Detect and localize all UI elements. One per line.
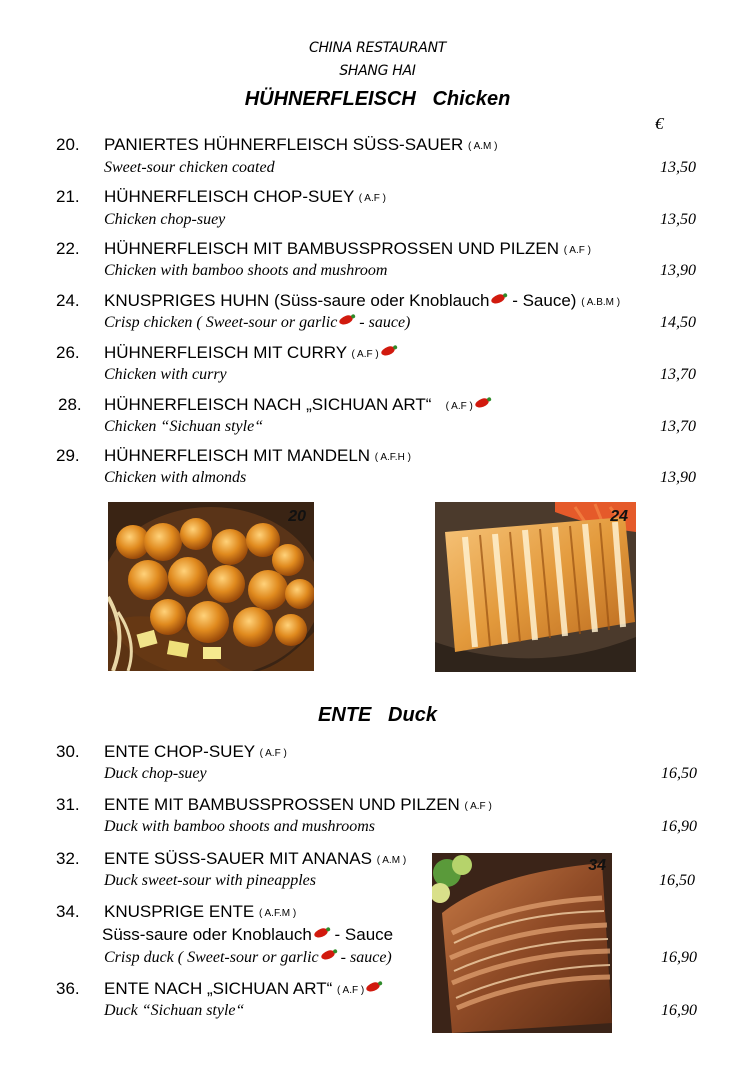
item-name-de — [104, 902, 296, 922]
chili-icon — [338, 314, 354, 326]
item-number: 34. — [56, 902, 80, 921]
restaurant-name: CHINA RESTAURANT — [308, 40, 446, 56]
item-name-de — [104, 849, 406, 869]
item-price: 14,50 — [660, 314, 696, 331]
item-price: 13,70 — [660, 418, 696, 435]
allergen-code: ( A.M ) — [468, 141, 498, 152]
allergen-code: ( A.F ) — [445, 401, 473, 412]
photo-number-badge: 24 — [610, 508, 628, 525]
allergen-code: ( A.F.M ) — [258, 908, 297, 919]
duck-section-title: ENTE Duck — [318, 704, 437, 726]
item-price: 16,90 — [661, 1002, 697, 1019]
item-number: 20. — [56, 135, 80, 154]
item-sauce-suffix: - Sauce — [329, 925, 394, 944]
item-title: HÜHNERFLEISCH MIT MANDELN — [104, 446, 371, 465]
item-name-en — [104, 949, 392, 967]
item-number: 32. — [56, 849, 80, 868]
item-name-de — [104, 239, 591, 259]
chicken-section-title: HÜHNERFLEISCH Chicken — [244, 88, 511, 110]
item-number: 26. — [56, 343, 80, 362]
item-price: 13,50 — [660, 159, 696, 176]
restaurant-city: SHANG HAI — [339, 63, 416, 79]
item-name-en: Chicken “Sichuan style“ — [104, 418, 264, 435]
item-name-en: Duck “Sichuan style“ — [104, 1002, 245, 1019]
item-title: HÜHNERFLEISCH MIT BAMBUSSPROSSEN UND PILZEN — [104, 239, 559, 258]
item-name-de — [104, 187, 386, 207]
item-sauce-text: Süss-saure oder Knoblauch — [102, 925, 312, 944]
item-price: 16,90 — [661, 818, 697, 835]
item-name-en: Duck chop-suey — [104, 765, 207, 782]
item-price: 13,90 — [660, 469, 696, 486]
item-name-de — [104, 343, 397, 363]
currency-symbol: € — [655, 114, 664, 133]
allergen-code: ( A.F ) — [337, 985, 365, 996]
chili-icon — [380, 345, 396, 357]
allergen-code: ( A.F ) — [563, 245, 591, 256]
dish-photo-24 — [435, 502, 636, 672]
allergen-code: ( A.F ) — [464, 801, 492, 812]
item-desc-suffix: - sauce) — [355, 314, 411, 331]
item-number: 22. — [56, 239, 80, 258]
item-title: KNUSPRIGES HUHN (Süss-saure oder Knoblauch — [104, 291, 490, 310]
item-number: 28. — [58, 395, 82, 414]
item-title: ENTE SÜSS-SAUER MIT ANANAS — [104, 849, 372, 868]
item-name-en: Chicken with bamboo shoots and mushroom — [104, 262, 388, 279]
chili-icon — [313, 927, 329, 939]
item-number: 24. — [56, 291, 80, 310]
allergen-code: ( A.B.M ) — [581, 297, 621, 308]
photo-number-badge: 34 — [588, 857, 606, 874]
allergen-code: ( A.F ) — [259, 748, 287, 759]
item-title: PANIERTES HÜHNERFLEISCH SÜSS-SAUER — [104, 135, 464, 154]
item-price: 16,50 — [659, 872, 695, 889]
item-name-en: Chicken with almonds — [104, 469, 247, 486]
item-name-en: Sweet-sour chicken coated — [104, 159, 275, 176]
item-number: 21. — [56, 187, 80, 206]
item-price: 13,50 — [660, 211, 696, 228]
item-number: 30. — [56, 742, 80, 761]
item-desc: Crisp chicken ( Sweet-sour or garlic — [104, 314, 338, 331]
crisp-duck-image — [432, 853, 612, 1033]
allergen-code: ( A.F ) — [351, 349, 379, 360]
item-name-en: Duck sweet-sour with pineapples — [104, 872, 316, 889]
item-title: ENTE NACH „SICHUAN ART“ — [104, 979, 333, 998]
chili-icon — [474, 397, 490, 409]
item-desc: Crisp duck ( Sweet-sour or garlic — [104, 949, 319, 966]
crisp-chicken-image — [435, 502, 636, 672]
item-price: 16,50 — [661, 765, 697, 782]
item-title: HÜHNERFLEISCH NACH „SICHUAN ART“ — [104, 395, 432, 414]
chili-icon — [320, 949, 336, 961]
item-name-en: Duck with bamboo shoots and mushrooms — [104, 818, 375, 835]
item-price: 13,70 — [660, 366, 696, 383]
item-name-de — [104, 446, 411, 466]
item-title: ENTE MIT BAMBUSSPROSSEN UND PILZEN — [104, 795, 460, 814]
item-sauce-options — [102, 925, 393, 945]
allergen-code: ( A.F ) — [358, 193, 386, 204]
sweet-sour-chicken-image — [108, 502, 314, 671]
item-number: 36. — [56, 979, 80, 998]
item-name-de — [104, 795, 492, 815]
dish-photo-20 — [108, 502, 314, 671]
item-name-en: Chicken with curry — [104, 366, 227, 383]
chili-icon — [365, 981, 381, 993]
item-name-en — [104, 314, 410, 332]
dish-photo-34 — [432, 853, 612, 1033]
item-number: 31. — [56, 795, 80, 814]
item-name-de — [104, 742, 287, 762]
allergen-code: ( A.M ) — [376, 855, 407, 866]
item-name-en: Chicken chop-suey — [104, 211, 226, 228]
item-price: 16,90 — [661, 949, 697, 966]
item-title: ENTE CHOP-SUEY — [104, 742, 255, 761]
item-name-de — [104, 979, 382, 999]
item-number: 29. — [56, 446, 80, 465]
item-title: KNUSPRIGE ENTE — [104, 902, 255, 921]
item-title-suffix: - Sauce) — [507, 291, 577, 310]
item-price: 13,90 — [660, 262, 696, 279]
photo-number-badge: 20 — [288, 508, 306, 525]
item-name-de — [104, 135, 497, 155]
item-name-de — [104, 291, 620, 311]
item-desc-suffix: - sauce) — [336, 949, 392, 966]
item-title: HÜHNERFLEISCH MIT CURRY — [104, 343, 347, 362]
item-name-de — [104, 395, 491, 415]
allergen-code: ( A.F.H ) — [374, 452, 411, 463]
chili-icon — [491, 293, 507, 305]
item-title: HÜHNERFLEISCH CHOP-SUEY — [104, 187, 355, 206]
